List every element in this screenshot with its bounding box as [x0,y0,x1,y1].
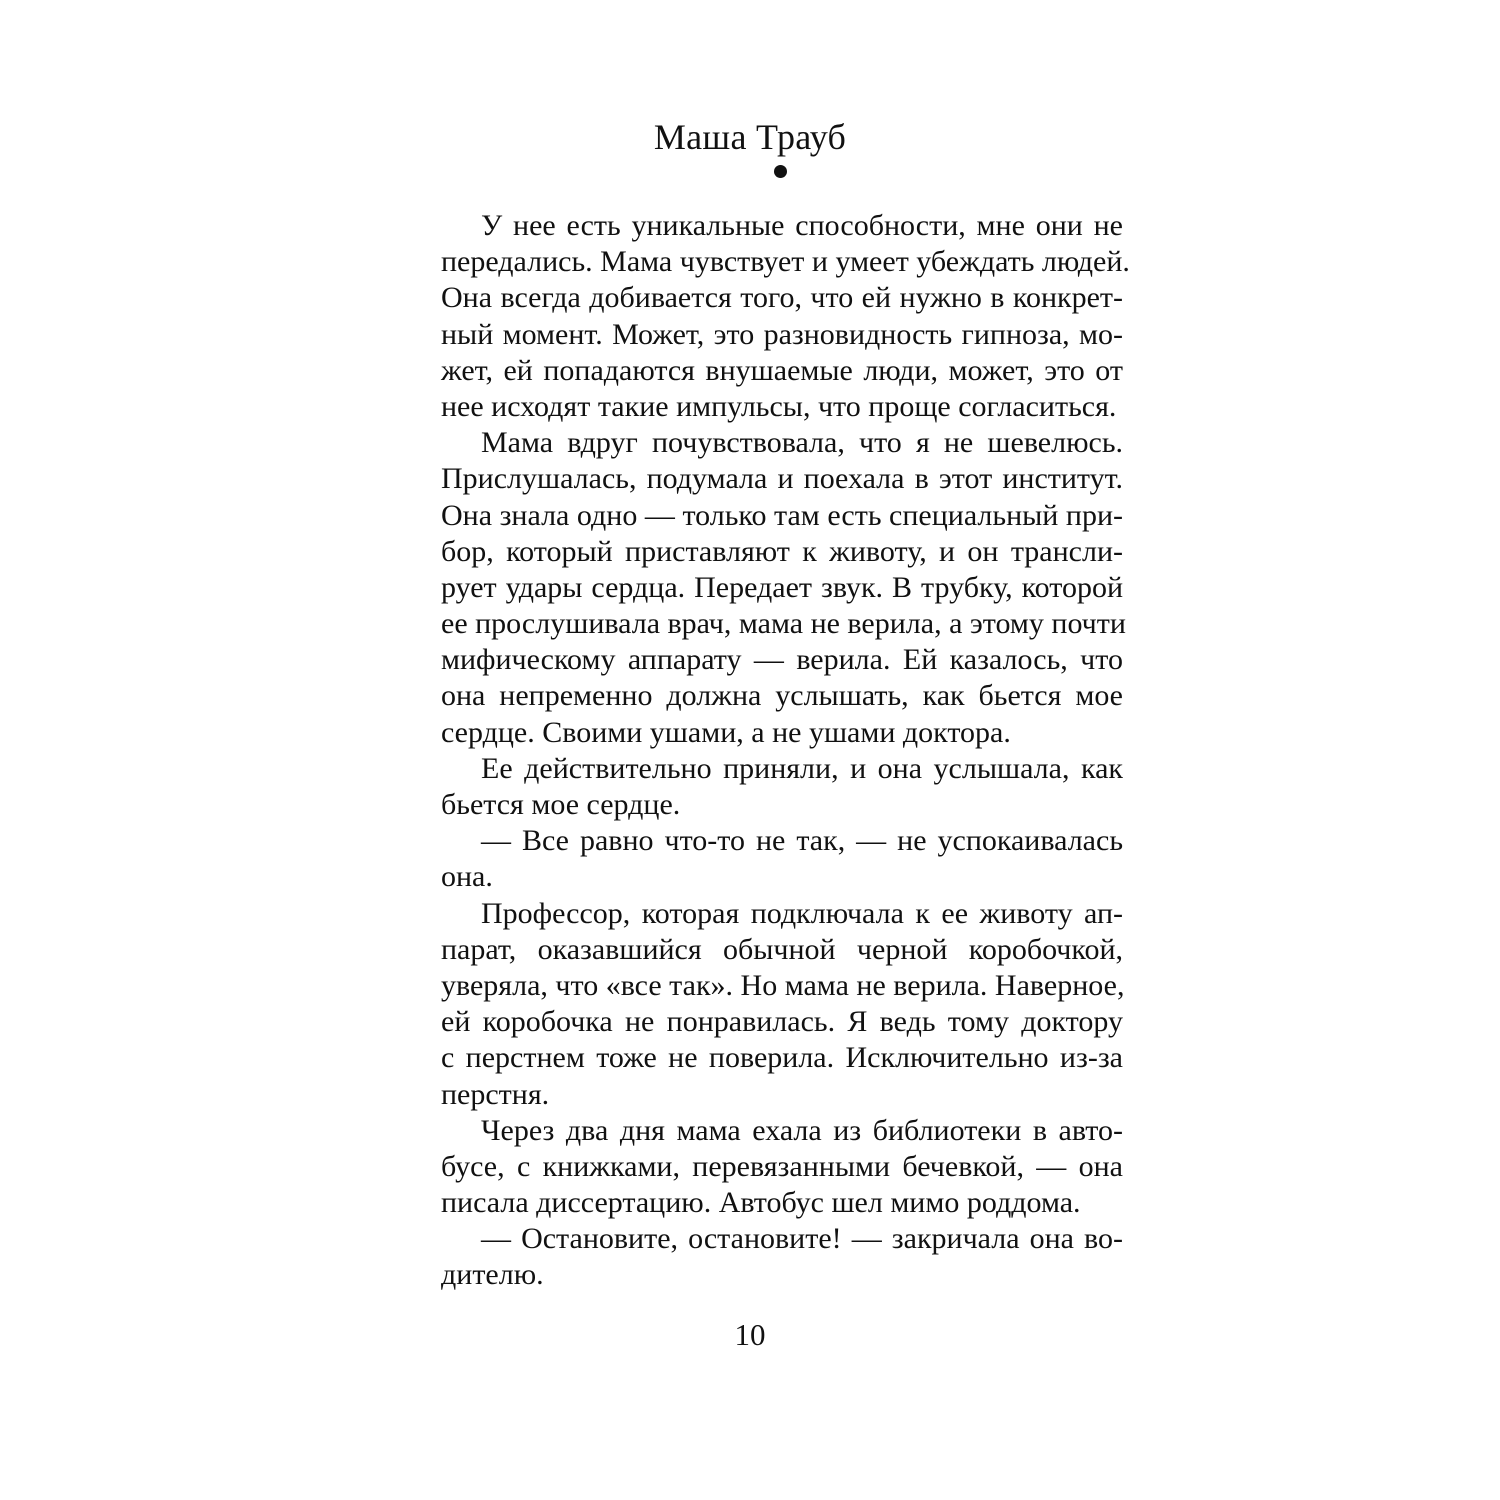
running-head-author: Маша Трауб [653,117,847,157]
text-line: парат, оказавшийся обычной черной коробочкой, [441,932,1123,966]
text-line: ей коробочка не понравилась. Я ведь тому доктору [441,1005,1123,1039]
text-line: дителю. [441,1258,544,1292]
text-line: ее прослушивала врач, мама не верила, а этому почти [441,607,1126,641]
text-line: с перстнем тоже не поверила. Исключительно из-за [441,1041,1123,1075]
text-line: перстня. [441,1077,550,1111]
body-text [441,208,1130,1294]
text-line: Прислушалась, подумала и поехала в этот институт. [441,462,1123,496]
text-line: — Все равно что-то не так, — не успокаивалась [481,824,1123,858]
text-line: Профессор, которая подключала к ее животу ап- [481,896,1123,930]
page-number: 10 [734,1317,766,1352]
text-line: Мама вдруг почувствовала, что я не шевелюсь. [481,426,1123,460]
text-line: бор, который приставляют к животу, и он трансли- [441,534,1123,568]
text-line: Через два дня мама ехала из библиотеки в авто- [481,1113,1123,1147]
text-line: Ее действительно приняли, и она услышала, как [481,751,1123,785]
text-line: нее исходят такие импульсы, что проще согласиться. [441,389,1117,423]
text-line: мифическому аппарату — верила. Ей казалось, что [441,643,1123,677]
text-line: бьется мое сердце. [441,788,681,821]
text-line: бусе, с книжками, перевязанными бечевкой, — она [441,1149,1123,1183]
text-line: рует удары сердца. Передает звук. В трубку, которой [441,570,1123,604]
text-line: передались. Мама чувствует и умеет убеждать людей. [441,245,1130,279]
text-line: сердце. Своими ушами, а не ушами доктора. [441,715,1011,749]
text-line: ный момент. Может, это разновидность гипноза, мо- [441,317,1123,351]
text-line: У нее есть уникальные способности, мне они не [481,209,1123,242]
text-line: она. [441,860,493,894]
text-line: она непременно должна услышать, как бьется мое [441,679,1123,713]
text-line: Она знала одно — только там есть специальный при- [441,498,1123,532]
text-line: писала диссертацию. Автобус шел мимо роддома. [441,1186,1081,1220]
text-line: Она всегда добивается того, что ей нужно в конкрет- [441,281,1123,315]
text-line: — Остановите, остановите! — закричала она во- [481,1222,1123,1256]
text-line: уверяла, что «все так». Но мама не верила. Наверное, [441,968,1125,1002]
text-line: жет, ей попадаются внушаемые люди, может, это от [441,353,1123,387]
ornament-dot-icon [774,165,787,178]
